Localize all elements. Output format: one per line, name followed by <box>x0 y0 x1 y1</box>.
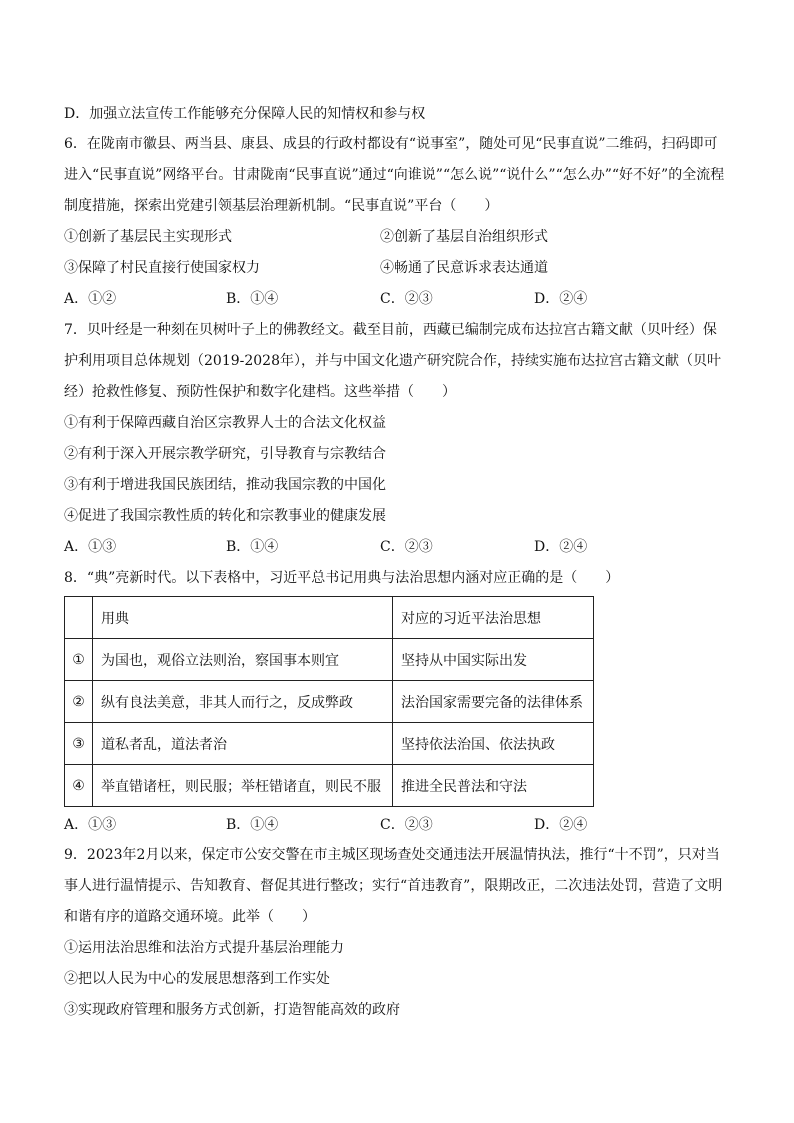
q6-item-2: ②创新了基层自治组织形式 <box>380 229 548 245</box>
q9-stem-line-1: 9．2023年2月以来，保定市公安交警在市主城区现场查处交通违法开展温情执法，推行“十不罚”，只对当 <box>64 847 720 863</box>
table-cell: 坚持依法治国、依法执政 <box>393 723 594 765</box>
q8-option-b[interactable]: B．①④ <box>226 817 279 833</box>
q7-options <box>64 537 604 557</box>
q6-option-d[interactable]: D．②④ <box>534 291 588 307</box>
q6-stem-line-3: 制度措施，探索出党建引领基层治理新机制。“民事直说”平台（ ） <box>64 198 499 214</box>
q6-option-a[interactable]: A．①② <box>64 291 117 307</box>
q6-item-3: ③保障了村民直接行使国家权力 <box>64 260 260 276</box>
q7-option-d[interactable]: D．②④ <box>534 539 588 555</box>
q7-stem-line-3: 经）抢救性修复、预防性保护和数字化建档。这些举措（ ） <box>64 384 456 400</box>
q9-item-2: ②把以人民为中心的发展思想落到工作实处 <box>64 971 330 987</box>
table-row <box>65 639 594 681</box>
table-cell: 法治国家需要完备的法律体系 <box>393 681 594 723</box>
q7-option-b[interactable]: B．①④ <box>226 539 279 555</box>
q8-table <box>64 596 594 807</box>
q5-option-d: D．加强立法宣传工作能够充分保障人民的知情权和参与权 <box>64 106 426 122</box>
q7-item-1: ①有利于保障西藏自治区宗教界人士的合法文化权益 <box>64 415 386 431</box>
table-cell: 纵有良法美意，非其人而行之，反成弊政 <box>93 681 393 723</box>
q7-item-2: ②有利于深入开展宗教学研究，引导教育与宗教结合 <box>64 446 386 462</box>
q6-stem-line-2: 进入“民事直说”网络平台。甘肃陇南“民事直说”通过“向谁说”“怎么说”“说什么”“怎么办”“好不好”的全流程 <box>64 167 725 183</box>
q9-stem-line-3: 和谐有序的道路交通环境。此举（ ） <box>64 909 316 925</box>
table-row <box>65 765 594 807</box>
q6-options <box>64 289 604 309</box>
q7-stem-line-1: 7．贝叶经是一种刻在贝树叶子上的佛教经文。截至目前，西藏已编制完成布达拉宫古籍文献（贝叶经）保 <box>64 322 717 338</box>
q6-option-c[interactable]: C．②③ <box>380 291 433 307</box>
table-header-cell: 用典 <box>93 597 393 639</box>
q6-items-row-1 <box>64 227 664 247</box>
table-header-row <box>65 597 594 639</box>
q8-option-d[interactable]: D．②④ <box>534 817 588 833</box>
q9-item-1: ①运用法治思维和法治方式提升基层治理能力 <box>64 940 344 956</box>
q7-option-c[interactable]: C．②③ <box>380 539 433 555</box>
q6-items-row-2 <box>64 258 664 278</box>
table-cell: 道私者乱，道法者治 <box>93 723 393 765</box>
table-row <box>65 681 594 723</box>
table-cell: ② <box>65 681 93 723</box>
table-cell: 坚持从中国实际出发 <box>393 639 594 681</box>
table-row <box>65 723 594 765</box>
q7-option-a[interactable]: A．①③ <box>64 539 117 555</box>
q8-options <box>64 815 604 835</box>
q7-item-4: ④促进了我国宗教性质的转化和宗教事业的健康发展 <box>64 508 386 524</box>
q6-item-4: ④畅通了民意诉求表达通道 <box>380 260 548 276</box>
q6-option-b[interactable]: B．①④ <box>226 291 279 307</box>
q8-stem: 8．“典”亮新时代。以下表格中，习近平总书记用典与法治思想内涵对应正确的是（ ） <box>64 570 620 586</box>
q7-stem-line-2: 护利用项目总体规划（2019-2028年），并与中国文化遗产研究院合作，持续实施布达拉宫古籍文献（贝叶 <box>64 353 721 369</box>
q9-stem-line-2: 事人进行温情提示、告知教育、督促其进行整改；实行“首违教育”，限期改正，二次违法处罚，营造了文明 <box>64 878 723 894</box>
table-cell: 推进全民普法和守法 <box>393 765 594 807</box>
q6-stem-line-1: 6．在陇南市徽县、两当县、康县、成县的行政村都设有“说事室”，随处可见“民事直说”二维码，扫码即可 <box>64 136 718 152</box>
table-cell: ① <box>65 639 93 681</box>
table-cell: ④ <box>65 765 93 807</box>
table-cell: 为国也，观俗立法则治，察国事本则宜 <box>93 639 393 681</box>
q8-option-a[interactable]: A．①③ <box>64 817 117 833</box>
table-cell: 举直错诸枉，则民服；举枉错诸直，则民不服 <box>93 765 393 807</box>
q7-item-3: ③有利于增进我国民族团结，推动我国宗教的中国化 <box>64 477 386 493</box>
q6-item-1: ①创新了基层民主实现形式 <box>64 229 232 245</box>
table-header-cell: 对应的习近平法治思想 <box>393 597 594 639</box>
table-cell: ③ <box>65 723 93 765</box>
q8-option-c[interactable]: C．②③ <box>380 817 433 833</box>
q9-item-3: ③实现政府管理和服务方式创新，打造智能高效的政府 <box>64 1002 400 1018</box>
table-header-cell <box>65 597 93 639</box>
